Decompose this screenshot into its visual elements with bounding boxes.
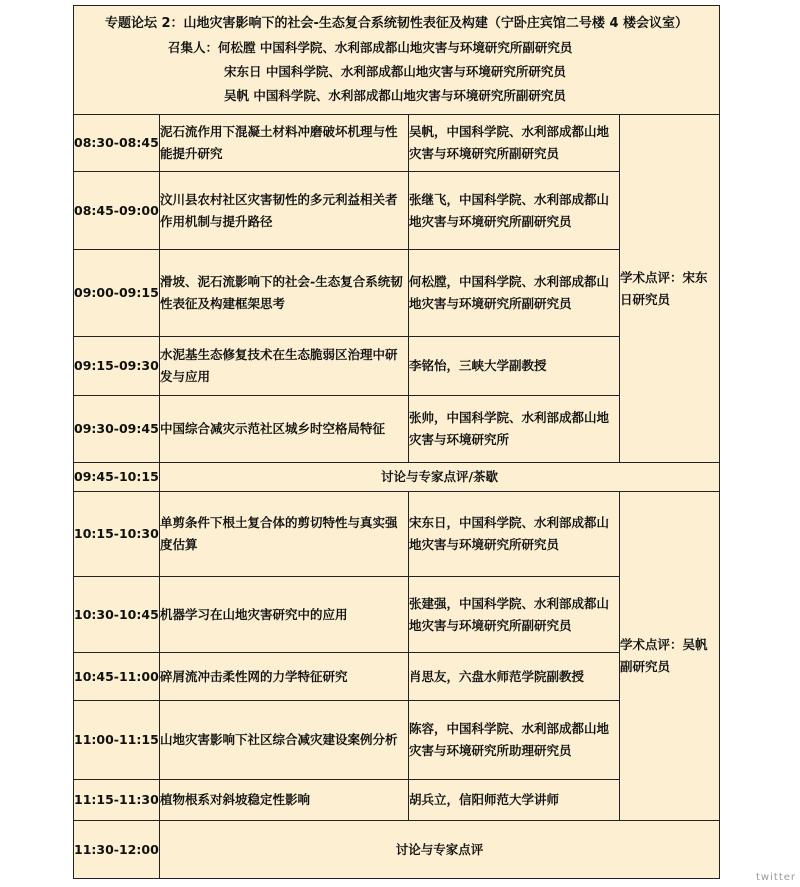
time-cell: 08:45-09:00 xyxy=(74,172,160,250)
topic-cell: 中国综合减灾示范社区城乡时空格局特征 xyxy=(160,396,409,463)
forum-schedule-table xyxy=(73,5,720,879)
time-cell: 10:15-10:30 xyxy=(74,492,160,577)
speaker-cell: 张建强，中国科学院、水利部成都山地灾害与环境研究所副研究员 xyxy=(409,577,620,653)
speaker-cell: 李铭怡，三峡大学副教授 xyxy=(409,337,620,396)
break-time: 09:45-10:15 xyxy=(74,463,160,492)
time-cell: 11:15-11:30 xyxy=(74,780,160,821)
topic-cell: 碎屑流冲击柔性网的力学特征研究 xyxy=(160,653,409,701)
speaker-cell: 宋东日，中国科学院、水利部成都山地灾害与环境研究所研究员 xyxy=(409,492,620,577)
break-row xyxy=(74,821,720,879)
convener-2: 宋东日 中国科学院、水利部成都山地灾害与环境研究所研究员 xyxy=(224,64,566,79)
table-row xyxy=(74,492,720,577)
watermark-text: twitter xyxy=(756,872,796,883)
time-cell: 11:00-11:15 xyxy=(74,701,160,780)
speaker-cell: 胡兵立，信阳师范大学讲师 xyxy=(409,780,620,821)
speaker-cell: 肖思友，六盘水师范学院副教授 xyxy=(409,653,620,701)
time-cell: 09:30-09:45 xyxy=(74,396,160,463)
reviewer-cell-1: 学术点评：宋东日研究员 xyxy=(620,115,720,463)
time-cell: 09:00-09:15 xyxy=(74,250,160,337)
reviewer-cell-2: 学术点评：吴帆副研究员 xyxy=(620,492,720,821)
forum-title: 专题论坛 2：山地灾害影响下的社会-生态复合系统韧性表征及构建（宁卧庄宾馆二号楼 4 楼会议室） xyxy=(104,16,689,31)
time-cell: 10:30-10:45 xyxy=(74,577,160,653)
break-time: 11:30-12:00 xyxy=(74,821,160,879)
time-cell: 08:30-08:45 xyxy=(74,115,160,172)
header-row xyxy=(74,6,720,115)
convener-1: 召集人：何松膛 中国科学院、水利部成都山地灾害与环境研究所副研究员 xyxy=(168,40,573,55)
break-label: 讨论与专家点评/茶歇 xyxy=(160,463,720,492)
table-row xyxy=(74,115,720,172)
speaker-cell: 陈容，中国科学院、水利部成都山地灾害与环境研究所助理研究员 xyxy=(409,701,620,780)
topic-cell: 汶川县农村社区灾害韧性的多元利益相关者作用机制与提升路径 xyxy=(160,172,409,250)
break-row xyxy=(74,463,720,492)
topic-cell: 水泥基生态修复技术在生态脆弱区治理中研发与应用 xyxy=(160,337,409,396)
speaker-cell: 张帅，中国科学院、水利部成都山地灾害与环境研究所 xyxy=(409,396,620,463)
convener-3: 吴帆 中国科学院、水利部成都山地灾害与环境研究所副研究员 xyxy=(224,88,566,103)
forum-header xyxy=(74,6,720,115)
topic-cell: 滑坡、泥石流影响下的社会-生态复合系统韧性表征及构建框架思考 xyxy=(160,250,409,337)
speaker-cell: 张继飞，中国科学院、水利部成都山地灾害与环境研究所副研究员 xyxy=(409,172,620,250)
topic-cell: 植物根系对斜坡稳定性影响 xyxy=(160,780,409,821)
break-label: 讨论与专家点评 xyxy=(160,821,720,879)
time-cell: 09:15-09:30 xyxy=(74,337,160,396)
time-cell: 10:45-11:00 xyxy=(74,653,160,701)
speaker-cell: 何松膛，中国科学院、水利部成都山地灾害与环境研究所副研究员 xyxy=(409,250,620,337)
topic-cell: 泥石流作用下混凝土材料冲磨破坏机理与性能提升研究 xyxy=(160,115,409,172)
speaker-cell: 吴帆，中国科学院、水利部成都山地灾害与环境研究所副研究员 xyxy=(409,115,620,172)
topic-cell: 机器学习在山地灾害研究中的应用 xyxy=(160,577,409,653)
topic-cell: 单剪条件下根土复合体的剪切特性与真实强度估算 xyxy=(160,492,409,577)
topic-cell: 山地灾害影响下社区综合减灾建设案例分析 xyxy=(160,701,409,780)
